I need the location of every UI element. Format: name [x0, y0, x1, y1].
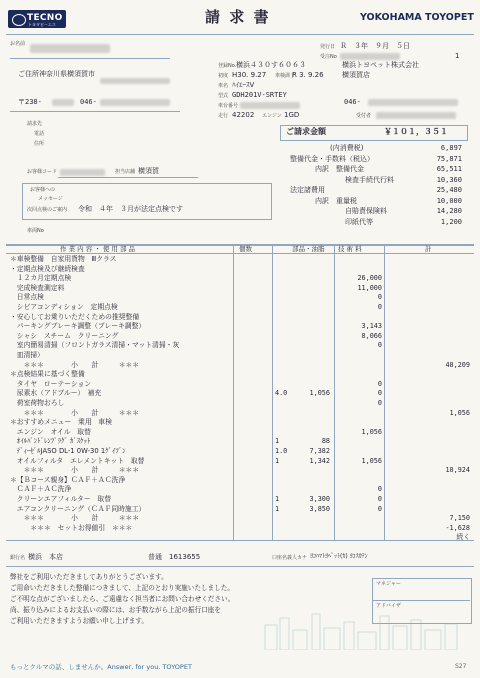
first-reg: H30. 9.27 — [232, 71, 267, 79]
message-label-2: メッセージ — [38, 196, 63, 202]
inspection-expiry-label: 車検満了 — [275, 73, 296, 79]
engine-label: エンジン — [262, 113, 282, 119]
postal-code: 〒238- — [18, 98, 42, 106]
item-description: ＊＊＊ 小 計 ＊＊＊ — [10, 360, 140, 369]
item-description: ＊【Ｂコース親身】ＣＡＦ＋ＡＣ洗浄 — [10, 475, 126, 484]
vehicle-no-label: 車両No — [27, 228, 44, 234]
advisor-label: アドバイザ — [376, 603, 401, 609]
receipt-no-label: 受注No — [320, 54, 337, 60]
item-tech-fee: 0 — [377, 303, 382, 311]
item-line-total: 1,056 — [449, 408, 470, 417]
item-tech-fee: 0 — [377, 341, 382, 350]
mileage-label: 走行 — [218, 113, 229, 119]
account-holder: ﾖｺﾊﾏﾄﾖﾍﾟｯﾄ(ｶ) ﾖｺｽｶﾃﾝ — [310, 553, 368, 560]
item-description: ・安心してお乗りいただくための推奨整備 — [10, 312, 140, 321]
item-tech-fee: 8,066 — [361, 331, 382, 340]
store-value: 横須賀 — [138, 167, 159, 175]
summary-line-value: 10,000 — [436, 196, 462, 205]
total-amount: ￥１０１，３５１ — [384, 127, 448, 136]
item-description: ﾃﾞｨｰｾﾞﾙJASO DL-1 0W-30 1ｸﾞｲﾌﾞﾝ — [10, 447, 126, 455]
message-label-1: お客様への — [30, 187, 56, 193]
item-line-total: 続く — [456, 533, 470, 542]
item-description: シビアコンディション 定期点検 — [10, 303, 118, 311]
item-description: エンジン オイル 取替 — [10, 427, 91, 436]
summary-line-label: 整備代金・手数料（税込） — [290, 154, 374, 163]
item-description: タイヤ ローテーション — [10, 379, 92, 388]
notice-line: ご利用いただきますようお願い申し上げます。 — [10, 617, 148, 625]
tel-prefix: 046- — [80, 98, 97, 106]
redacted-dealer-tel — [368, 99, 458, 106]
redacted-staff — [376, 112, 456, 119]
document-title: 請 求 書 — [205, 8, 271, 26]
dealer-tel-prefix: 046- — [344, 98, 361, 106]
col-tech-header: 技 術 料 — [338, 245, 362, 253]
item-description: ＊＊＊ 小 計 ＊＊＊ — [10, 466, 140, 475]
manager-label: マネジャー — [376, 581, 401, 587]
model-name: ﾊｲｴｰｽV — [232, 81, 255, 89]
item-tech-fee: 0 — [377, 399, 382, 407]
redacted-receipt-no — [340, 53, 400, 60]
item-description: 尿素水（アドブルー） 補充 — [10, 389, 102, 398]
item-description: ＊＊＊ セットお得値引 ＊＊＊ — [10, 523, 133, 532]
col-total-header: 計 — [425, 245, 432, 253]
notice-line: 弊社をご利用いただきましてありがとうございます。 — [10, 573, 168, 581]
item-tech-fee: 26,000 — [357, 274, 382, 283]
item-parts-cost: 3,300 — [309, 495, 330, 503]
redacted-name — [30, 44, 110, 53]
mileage: 42202 — [232, 111, 255, 119]
issue-date-label: 発行日 — [320, 44, 336, 50]
item-tech-fee: 11,000 — [357, 283, 382, 292]
store-label: 担当店舗 — [115, 169, 136, 175]
redacted-tel — [100, 99, 170, 106]
branch-name: 横須賀店 — [342, 71, 370, 79]
item-parts-cost: 1,342 — [309, 456, 330, 465]
summary-line-label: 検査手続代行料 — [345, 175, 394, 184]
next-inspection-label: 次回点検のご案内 — [27, 207, 68, 213]
model-code-label: 型式 — [218, 93, 229, 99]
redacted-address — [100, 78, 170, 84]
inspection-expiry: R 3. 9.26 — [292, 71, 324, 79]
chassis-label: 車台番号 — [218, 103, 239, 109]
notice-line: ご用命いただきました整備につきまして、上記のとおり実施いたしました。 — [10, 584, 234, 592]
item-description: ＊車検整備 自家用貨物 Ⅲクラス — [10, 255, 117, 263]
summary-line-value: 6,897 — [440, 144, 462, 152]
name-label: お名前 — [10, 41, 26, 47]
reg-no: 横浜４３０す６０６３ — [236, 61, 306, 69]
form-code: S27 — [455, 663, 467, 670]
engine: 1GD — [284, 111, 300, 119]
redacted-chassis — [240, 102, 300, 109]
item-line-total: -1,628 — [445, 523, 470, 532]
account-number: 普通 1613655 — [148, 553, 201, 561]
item-line-total: 48,209 — [445, 360, 470, 369]
item-quantity: 1 — [275, 456, 280, 465]
item-description: クリーンエアフィルター 取替 — [10, 495, 112, 503]
item-tech-fee: 0 — [377, 389, 382, 398]
redacted-postal — [52, 99, 74, 106]
summary-line-value: 1,200 — [440, 217, 462, 226]
summary-line-label: 法定諸費用 — [290, 186, 325, 194]
item-description: ・定期点検及び継続検査 — [10, 264, 85, 273]
item-tech-fee: 1,056 — [361, 427, 382, 436]
col-desc-header: 作 業 内 容 ・ 使 用 部 品 — [60, 245, 136, 253]
item-description: ＊点検結果に基づく整備 — [10, 370, 85, 379]
item-quantity: 1 — [275, 495, 280, 503]
item-parts-cost: 1,056 — [309, 389, 330, 398]
item-tech-fee: 0 — [377, 495, 382, 503]
item-quantity: 4.0 — [275, 389, 288, 398]
customer-address: ご住所神奈川県横須賀市 — [18, 70, 95, 78]
item-tech-fee: 0 — [377, 379, 382, 388]
summary-line-label: 内訳 重量税 — [315, 196, 357, 205]
model-name-label: 車名 — [218, 83, 229, 89]
item-description: 日常点検 — [10, 293, 44, 302]
account-holder-label: 口座名義人カナ — [272, 555, 308, 561]
item-description: シャシ スチーム クリーニング — [10, 331, 119, 340]
bank-label: 銀行名 — [10, 555, 26, 561]
item-description: 荷室荷物おろし — [10, 399, 65, 407]
col-qty-header: 個数 — [239, 245, 252, 253]
model-code: GDH201V-SRTEY — [232, 91, 287, 99]
item-parts-cost: 3,850 — [309, 504, 330, 513]
logo-text: TECNO — [27, 13, 63, 23]
redacted-customer-code — [60, 169, 105, 176]
next-inspection-value: 令和 ４年 ３月が法定点検です — [78, 205, 183, 213]
summary-line-label: (内消費税) — [330, 144, 364, 152]
address-label: 住所 — [34, 141, 45, 147]
staff-label: 受付者 — [356, 113, 372, 119]
item-description: ｵｲﾙﾊﾟﾝﾄﾞﾚﾝﾌﾟﾗｸﾞ ｶﾞｽｹｯﾄ — [10, 437, 91, 446]
item-quantity: 1 — [275, 437, 280, 446]
summary-line-label: 印紙代等 — [345, 217, 373, 226]
item-description: パーキングブレーキ調整（ブレーキ調整） — [10, 322, 146, 331]
item-description: １２カ月定期点検 — [10, 274, 72, 283]
phone-label: 電話 — [34, 131, 45, 137]
summary-line-label: 自賠責保険料 — [345, 207, 387, 215]
item-description: ＣＡＦ＋ＡＣ洗浄 — [10, 485, 72, 494]
summary-line-value: 25,480 — [436, 186, 462, 194]
item-parts-cost: 7,382 — [309, 447, 330, 455]
summary-line-value: 75,871 — [436, 154, 462, 163]
total-label: ご請求金額 — [286, 127, 326, 136]
logo-subtext: トヨタビーエス — [28, 22, 56, 27]
item-description: 完成検査測定料 — [10, 283, 65, 292]
dealer-name: 横浜トヨペット株式会社 — [342, 61, 419, 69]
item-description: ＊＊＊ 小 計 ＊＊＊ — [10, 514, 140, 523]
item-tech-fee: 0 — [377, 485, 382, 494]
item-tech-fee: 1,056 — [361, 456, 382, 465]
item-quantity: 1.0 — [275, 447, 288, 455]
summary-line-value: 14,280 — [436, 207, 462, 215]
bank-name: 横浜 本店 — [28, 553, 63, 561]
col-parts-header: 部品・油脂 — [292, 245, 325, 253]
city-skyline-illustration — [260, 610, 470, 650]
footer-slogan: もっとクルマの話、しませんか。Answer, for you. TOYOPET — [10, 663, 192, 671]
item-quantity: 1 — [275, 504, 280, 513]
item-line-total: 7,150 — [449, 514, 470, 523]
customer-code-label: お客様コード — [27, 169, 58, 175]
summary-line-value: 65,511 — [436, 165, 462, 173]
issue-date: Ｒ ３年 ９月 ５日 — [340, 42, 410, 50]
page-number: 1 — [455, 52, 460, 60]
item-description: ＊＊＊ 小 計 ＊＊＊ — [10, 408, 140, 417]
item-tech-fee: 0 — [377, 293, 382, 302]
company-name: YOKOHAMA TOYOPET — [360, 12, 474, 23]
item-tech-fee: 3,143 — [361, 322, 382, 331]
billing-label: 請求先 — [27, 121, 43, 127]
item-description: エアコンクリーニング（ＣＡＦ同時施工） — [10, 504, 146, 513]
item-line-total: 10,924 — [445, 466, 470, 475]
summary-line-label: 内訳 整備代金 — [315, 165, 364, 173]
reg-no-label: 登録No. — [218, 63, 237, 69]
item-description: オイルフィルタ エレメントキット 取替 — [10, 456, 145, 465]
item-description: 室内簡易清掃（フロントガラス清掃・マット清掃・灰 — [10, 341, 180, 350]
tecno-logo — [8, 10, 66, 28]
first-reg-label: 初度 — [218, 73, 229, 79]
item-description: 皿清掃） — [10, 351, 44, 359]
summary-line-value: 10,360 — [436, 175, 462, 184]
item-description: ＊おすすめメニュー 乗用 車検 — [10, 418, 113, 427]
item-parts-cost: 88 — [321, 437, 330, 446]
notice-line: 尚、振り込みによるお支払いの際には、お手数ながら上記の振行口座を — [10, 606, 221, 614]
logo-mark-icon — [12, 14, 26, 26]
notice-line: ご不明な点がございましたら、ご遠慮なく担当者にお問い合わせください。 — [10, 595, 235, 603]
item-tech-fee: 0 — [377, 504, 382, 513]
